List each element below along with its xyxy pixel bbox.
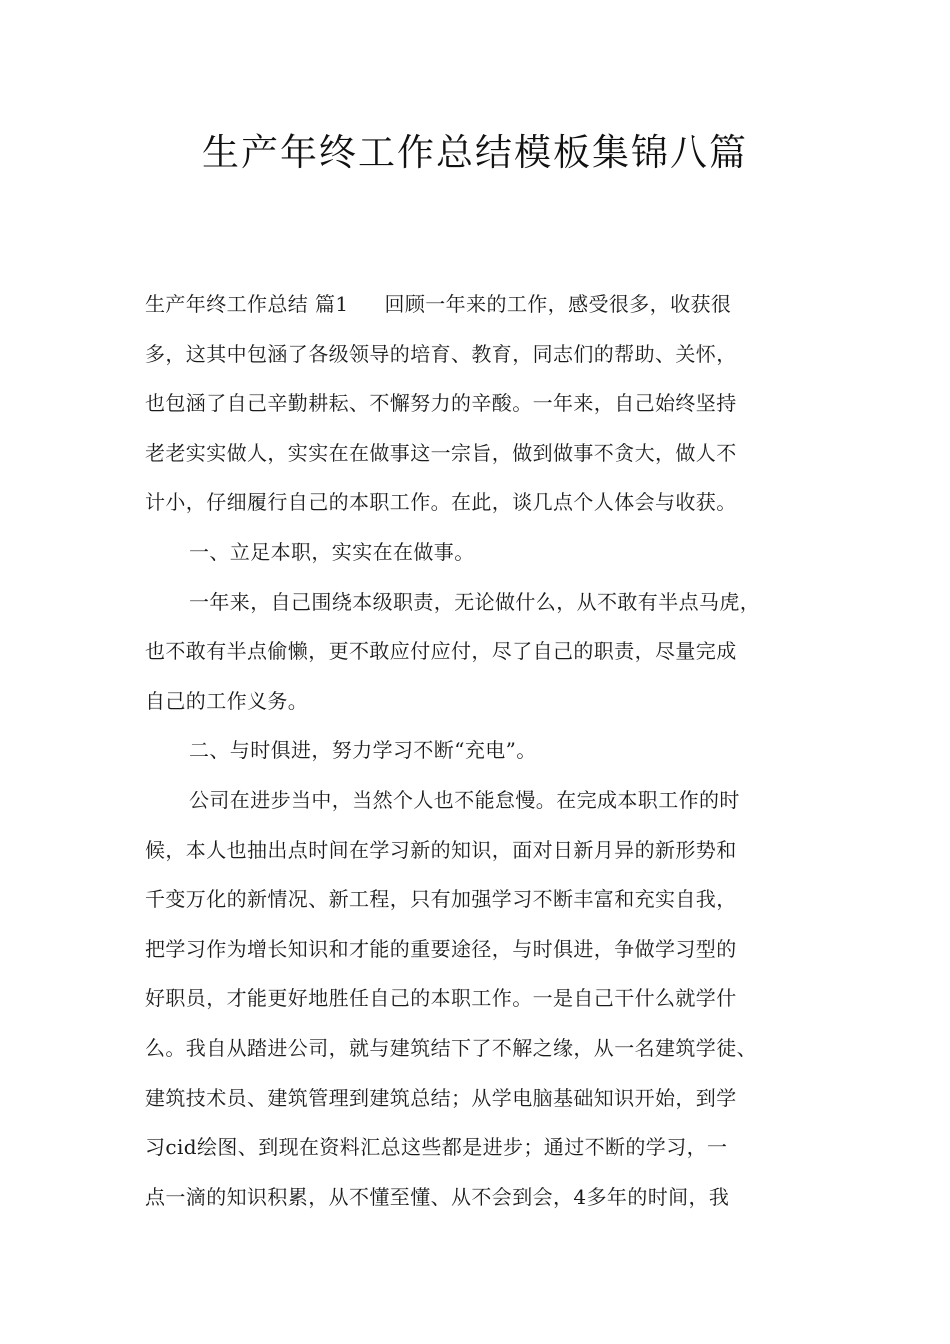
text-line: 也不敢有半点偷懒，更不敢应付应付，尽了自己的职责，尽量完成 — [145, 639, 737, 664]
section-heading: 生产年终工作总结 篇1 — [145, 292, 349, 316]
text-line: 自己的工作义务。 — [145, 688, 309, 713]
text-line: 把学习作为增长知识和才能的重要途径，与时俱进，争做学习型的 — [145, 936, 737, 961]
text-line: 好职员，才能更好地胜任自己的本职工作。一是自己干什么就学什 — [145, 986, 737, 1011]
document-title: 生产年终工作总结模板集锦八篇 — [202, 131, 748, 174]
text-line: 候，本人也抽出点时间在学习新的知识，面对日新月异的新形势和 — [145, 837, 737, 862]
text-line: 也包涵了自己辛勤耕耘、不懈努力的辛酸。一年来，自己始终坚持 — [145, 391, 737, 416]
text-line: 千变万化的新情况、新工程，只有加强学习不断丰富和充实自我， — [145, 887, 737, 912]
subheading-line: 二、与时俱进，努力学习不断“充电”。 — [189, 738, 537, 763]
text-line: 么。我自从踏进公司，就与建筑结下了不解之缘，从一名建筑学徒、 — [145, 1035, 757, 1060]
text-run: 回顾一年来的工作，感受很多，收获很 — [384, 292, 732, 316]
text-line: 老老实实做人，实实在在做事这一宗旨，做到做事不贪大，做人不 — [145, 440, 737, 465]
text-line: 计小，仔细履行自己的本职工作。在此，谈几点个人体会与收获。 — [145, 490, 737, 515]
text-line: 建筑技术员、建筑管理到建筑总结；从学电脑基础知识开始，到学 — [145, 1085, 737, 1110]
text-line — [145, 280, 845, 330]
text-line: 公司在进步当中，当然个人也不能怠慢。在完成本职工作的时 — [189, 787, 740, 812]
text-line: 习cid绘图、到现在资料汇总这些都是进步；通过不断的学习，一 — [145, 1135, 728, 1160]
document-body — [145, 280, 845, 1222]
subheading-line: 一、立足本职，实实在在做事。 — [189, 539, 475, 564]
text-line: 多，这其中包涵了各级领导的培育、教育，同志们的帮助、关怀， — [145, 341, 737, 366]
text-line: 点一滴的知识积累，从不懂至懂、从不会到会，4多年的时间，我 — [145, 1184, 730, 1209]
text-line: 一年来，自己围绕本级职责，无论做什么，从不敢有半点马虎， — [189, 589, 761, 614]
